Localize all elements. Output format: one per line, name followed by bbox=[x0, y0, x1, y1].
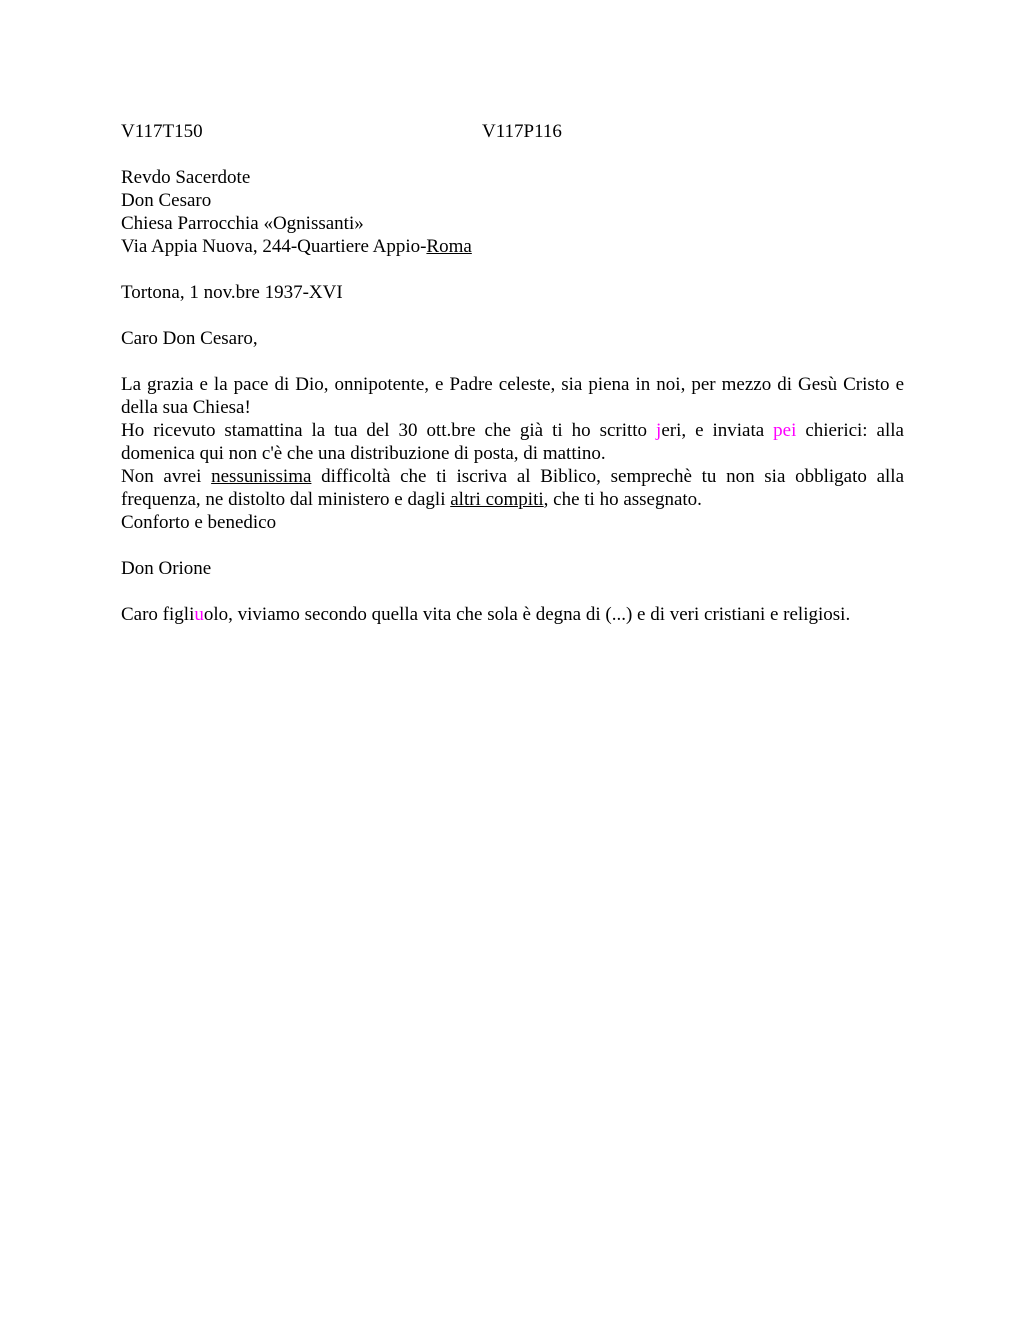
body-text: chierici: alla domenica qui non c'è che una distribuzione di posta, di mattino. bbox=[121, 420, 904, 464]
correction-mark: u bbox=[194, 604, 204, 625]
address-line-1: Revdo Sacerdote bbox=[121, 167, 251, 188]
correction-mark: pei bbox=[773, 420, 797, 441]
correction-mark: j bbox=[656, 420, 662, 441]
body-paragraph-3 bbox=[121, 465, 904, 511]
code-right: V117P116 bbox=[482, 121, 562, 142]
address-line-4 bbox=[121, 235, 904, 258]
recipient-address bbox=[121, 166, 904, 258]
body-text: difficoltà che ti iscriva al Biblico, semprechè tu non sia obbligato alla frequenza, ne distolto dal ministero e dagli bbox=[121, 466, 905, 510]
letter-page bbox=[121, 120, 904, 626]
underlined-word: nessunissima bbox=[211, 466, 312, 487]
body-paragraph-1: La grazia e la pace di Dio, onnipotente, e Padre celeste, sia piena in noi, per mezzo di Gesù Cristo e della sua Chiesa! bbox=[121, 374, 904, 418]
document-codes bbox=[121, 120, 904, 143]
address-line-2: Don Cesaro bbox=[121, 190, 212, 211]
code-left: V117T150 bbox=[121, 121, 203, 142]
address-street: Via Appia Nuova, 244-Quartiere Appio- bbox=[121, 236, 427, 257]
body-paragraph-2 bbox=[121, 419, 904, 465]
postscript-text: olo, viviamo secondo quella vita che sola è degna di (...) e di veri cristiani e religiosi. bbox=[203, 604, 851, 625]
salutation: Caro Don Cesaro, bbox=[121, 328, 258, 349]
body-text: eri, e inviata bbox=[661, 420, 774, 441]
postscript bbox=[121, 603, 904, 626]
letter-body bbox=[121, 373, 904, 534]
letter-date: Tortona, 1 nov.bre 1937-XVI bbox=[121, 282, 343, 303]
body-text: , che ti ho assegnato. bbox=[543, 489, 702, 510]
body-paragraph-4: Conforto e benedico bbox=[121, 512, 277, 533]
postscript-text: Caro figli bbox=[121, 604, 195, 625]
address-line-3: Chiesa Parrocchia «Ognissanti» bbox=[121, 213, 364, 234]
body-text: Ho ricevuto stamattina la tua del 30 ott.bre che già ti ho scritto bbox=[121, 420, 657, 441]
underlined-phrase: altri compiti bbox=[450, 489, 544, 510]
signature: Don Orione bbox=[121, 558, 212, 579]
address-city: Roma bbox=[426, 236, 472, 257]
body-text: Non avrei bbox=[121, 466, 212, 487]
